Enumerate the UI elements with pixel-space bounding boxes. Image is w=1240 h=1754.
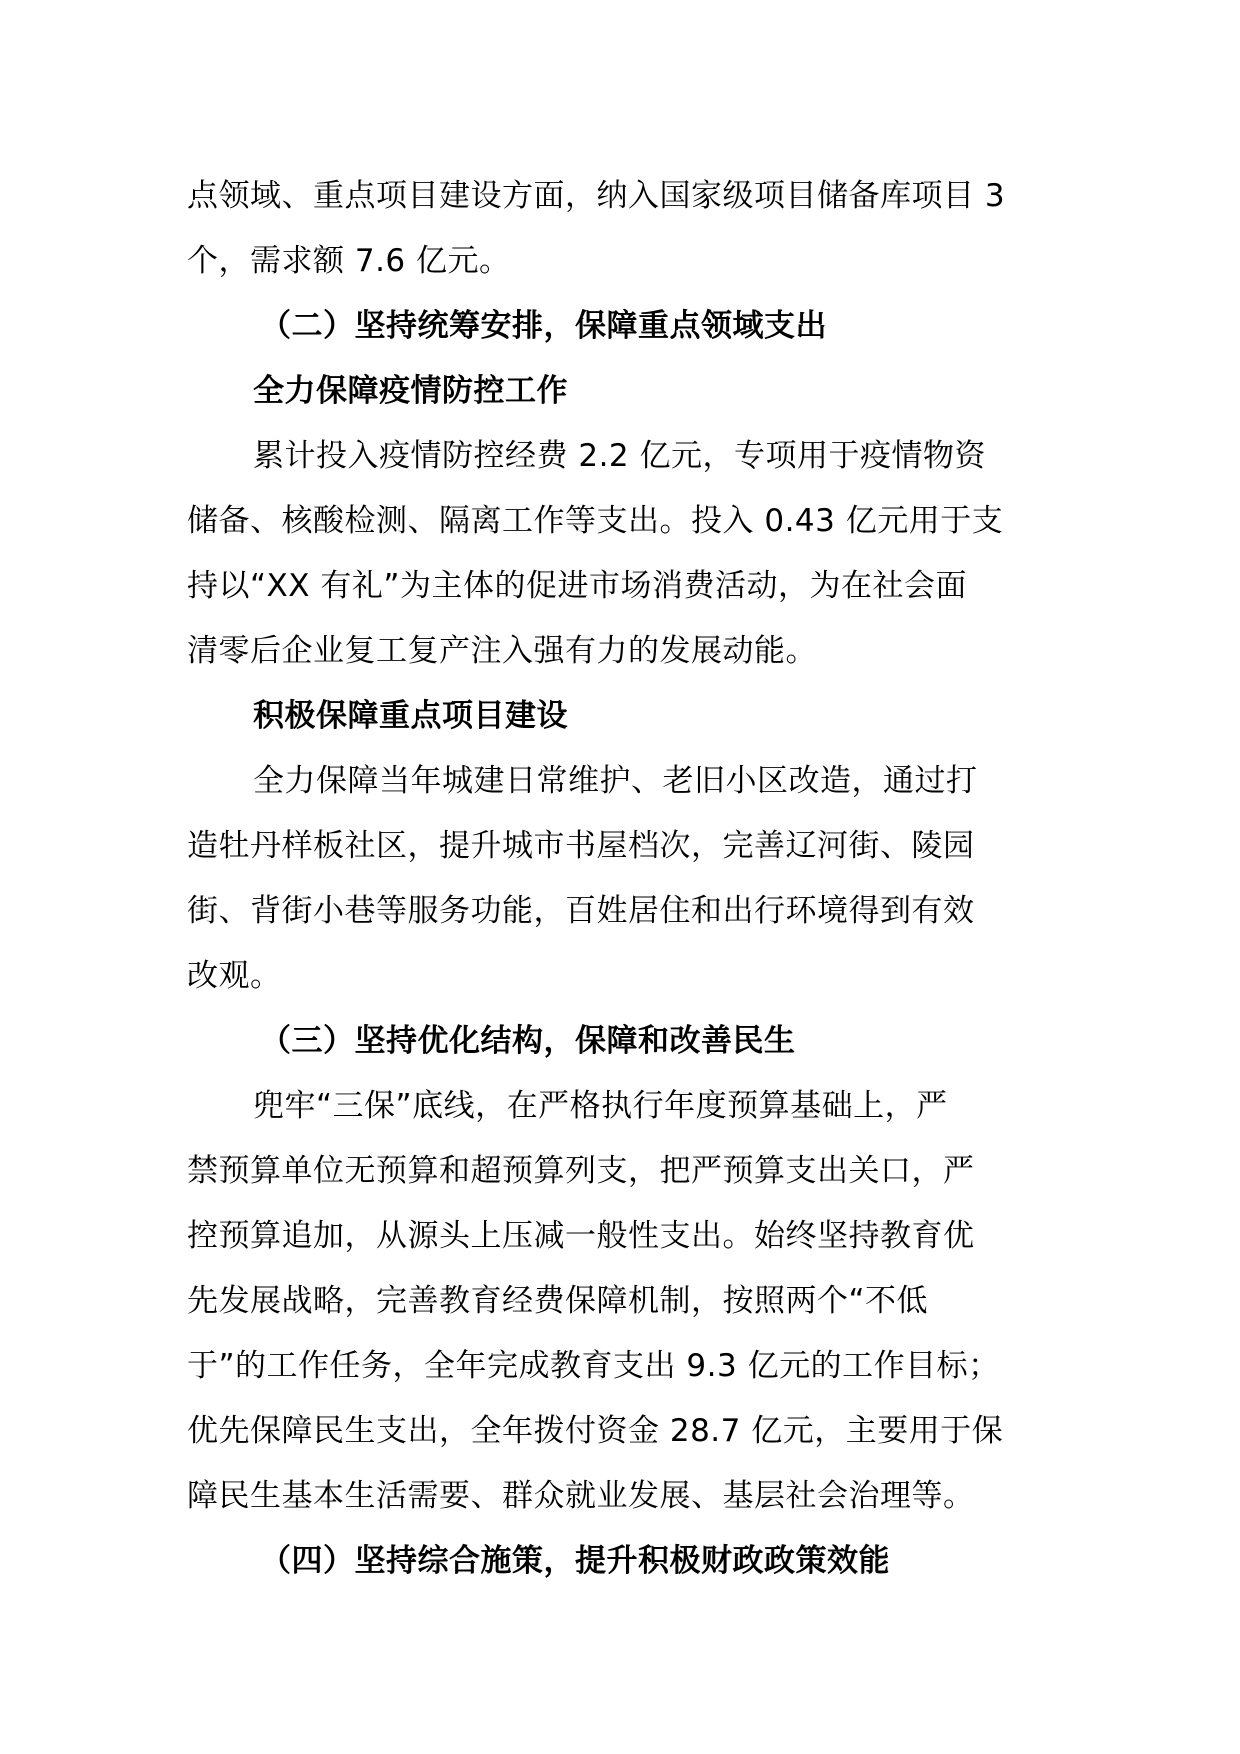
section-heading-2: （二）坚持统筹安排，保障重点领域支出 [260, 308, 827, 344]
section-heading-4: （四）坚持综合施策，提升积极财政政策效能 [260, 1543, 890, 1579]
section-heading-3: （三）坚持优化结构，保障和改善民生 [260, 1023, 796, 1059]
body-line: 禁预算单位无预算和超预算列支，把严预算支出关口，严 [187, 1153, 975, 1189]
body-line: 点领域、重点项目建设方面，纳入国家级项目储备库项目 3 [187, 178, 1006, 214]
body-line: 优先保障民生支出，全年拨付资金 28.7 亿元，主要用于保 [187, 1413, 1004, 1449]
sub-heading-projects: 积极保障重点项目建设 [253, 698, 568, 734]
body-line: 于”的工作任务，全年完成教育支出 9.3 亿元的工作目标； [187, 1348, 1000, 1384]
body-line: 储备、核酸检测、隔离工作等支出。投入 0.43 亿元用于支 [187, 503, 1004, 539]
body-line: 控预算追加，从源头上压减一般性支出。始终坚持教育优 [187, 1218, 975, 1254]
body-line: 改观。 [187, 958, 282, 994]
body-line: 兜牢“三保”底线，在严格执行年度预算基础上，严 [253, 1088, 948, 1124]
body-line: 累计投入疫情防控经费 2.2 亿元，专项用于疫情物资 [253, 438, 987, 474]
body-line: 个，需求额 7.6 亿元。 [187, 243, 511, 279]
body-line: 先发展战略，完善教育经费保障机制，按照两个“不低 [187, 1283, 929, 1319]
sub-heading-epidemic: 全力保障疫情防控工作 [253, 373, 568, 409]
body-line: 障民生基本生活需要、群众就业发展、基层社会治理等。 [187, 1478, 975, 1514]
body-line: 街、背街小巷等服务功能，百姓居住和出行环境得到有效 [187, 893, 975, 929]
body-line: 清零后企业复工复产注入强有力的发展动能。 [187, 633, 817, 669]
body-line: 全力保障当年城建日常维护、老旧小区改造，通过打 [253, 763, 978, 799]
body-line: 持以“XX 有礼”为主体的促进市场消费活动，为在社会面 [187, 568, 967, 604]
body-line: 造牡丹样板社区，提升城市书屋档次，完善辽河街、陵园 [187, 828, 975, 864]
